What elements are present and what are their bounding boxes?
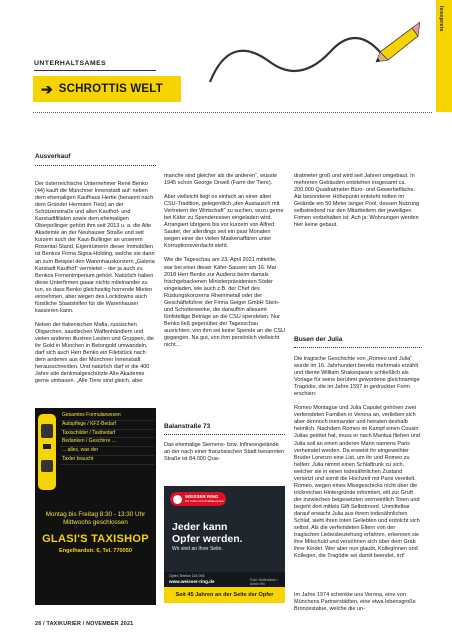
heading-rule: [164, 434, 285, 435]
logo-subtext: Wir helfen Kriminalitätsopfern.: [185, 499, 226, 503]
ad-photo-credit: Foto: Hutterstock / Anton Wo: [250, 578, 278, 586]
ad-taxishop: [35, 408, 156, 605]
article-column-3c: [294, 592, 422, 613]
paragraph: dratmeter groß und wird seit Jahren umgebaut. In mehreren Gebäuden entstehen insgesamt ca. 200.000 Quadratmeter Büro- und Gewerbefläche. Als besonderer Höhepunkt entsteht mitten im Gelände ein 50 Meter langer Pool, dessen Nutzung selbstredend nur den Mitarbeitern der jeweiligen Firmen vorbehalten ist. Ach ja: Wohnungen werden hier keine gebaut.: [294, 173, 420, 229]
pencil-illustration: [190, 12, 420, 112]
opening-hours: Montag bis Freitag 8:30 - 13:30 Uhr Mittwochs geschlossen: [45, 511, 146, 527]
page-title: SCHROTTIS WELT: [58, 83, 163, 95]
page-footer: 26 / TAXIKURIER / NOVEMBER 2021: [35, 621, 134, 627]
heading-balanstrasse: Balanstraße 73: [164, 423, 211, 430]
service-item: Taxischilder / Taxibedarf: [60, 430, 154, 439]
side-tab: [436, 0, 452, 112]
article-column-3: [294, 173, 422, 229]
article-column-2: [164, 173, 286, 349]
paragraph: Neben der italienischen Mafia, russischen Oligarchen, saudischen Waffenhändlern und vielen anderen illustren Leuten und Gruppen, die ihr Gold in München in Betongold umwandeln, darf sich auch Herr Benko ein Filetstück nach dem anderen aus der Münchner Innenstadt herausschneiden. Und natürlich darf er die 400 Jahre alte denkmalgeschützte Alte Akademie gerne umbauen. „Alle Tiere sind gleich, aber: [35, 321, 154, 385]
article-column-3b: [294, 356, 422, 560]
paragraph: Im Jahre 1974 schenkte uns Verona, eine von Münchens Partnerstädten, eine etwa lebensgroße Bronzestatue, welche die un-: [294, 592, 416, 613]
ad-headline-line: Opfer werden.: [172, 532, 243, 545]
taxi-illustration: [35, 408, 61, 496]
service-item: ... alles, was der: [60, 447, 154, 456]
shop-address: Engelhardstr. 6, Tel. 770050: [59, 548, 132, 554]
title-box: [33, 76, 181, 102]
weisser-ring-logo: [170, 492, 226, 506]
arrow-right-icon: ➔: [41, 81, 53, 97]
paragraph: Die tragische Geschichte von „Romeo und Julia“ wurde im 16. Jahrhundert bereits mehrmals erzählt und diente William Shakespeare schließlich als Vorlage für seine berühmt gewordene gleichnamige Tragödie, die im Jahre 1597 in gedruckter Form erschien:: [294, 356, 420, 398]
ad-phone: Opfer-Telefon 116 006: [169, 574, 205, 578]
paragraph: Romeo Montague und Julia Capulet gehören zwei verfeindeten Familien in Verona an, verlieben sich aber dennoch ineinander und heiraten deshalb heimlich. Nachdem Romeo im Kampf einen Cousin Julias getötet hat, muss er nach Mantua fliehen und Julia soll an einen anderen Mann namens Paris verheiratet werden. Da erweist ihr eingeweihter Bruder Lorenzo eine List, um ihr und Romeo zu helfen: Julia nimmt einen Schlaftrunk zu sich, welcher sie in einen todesähnlichen Zustand versetzt und somit die Hochzeit mit Paris vereitelt. Romeo, wegen eines Missgeschicks nicht über die trickreichen Hintergründe informiert, eilt zur Gruft der inzwischen beigesetzten vermeintlich Toten und begeht dort mittels Gift Selbstmord. Unmittelbar darauf erwacht Julia aus ihrem todesähnlichen Schlaf, sieht ihren toten Geliebten und erdolcht sich selbst. Als die verfeindeten Eltern von der tragischen Liebesbeziehung erfahren, erkennen sie ihre Mitschuld und versöhnen sich über dem Grab ihrer Kinder. Wer aber nun glaubt, KollegInnen und Kollegen, die Tragödie sei damit beendet, irrt!: [294, 405, 420, 560]
side-tab-label: lesepreis: [438, 6, 444, 32]
service-list: [60, 412, 154, 465]
section-label: UNTERHALTSAMES: [34, 60, 107, 67]
heading-ausverkauf: Ausverkauf: [35, 153, 71, 160]
section-label-rule: [34, 70, 156, 71]
logo-text: WEISSER RING: [185, 494, 219, 499]
service-item: Bedanken / Geschirre ...: [60, 438, 154, 447]
paragraph: Der österreichische Unternehmer René Benko (44) kauft die Münchner Innenstadt auf: neben dem ehemaligen Kaufhaus Hertie (benannt nach dem Gründer Hermann Tietz) an der Schützenstraße und allen Kaufhof- und Karstadtfilialen sowie dem ehemaligen Oberpollinger gehört ihm seit 2013 u. a. die Alte Akademie an der Neuhauser Straße und seit kurzem auch der Kaut-Bullinger an unserem Rosental-Stand. Eigentümerin dieser Immobilien ist Benkos Firma Signa-Holding, welche sie dann an zum Beispiel den Warenhauskonzern „Galeria Karstadt Kaufhof“ vermietet – der ja auch zu Benkos Firmenimperium gehört. Natürlich haben diese Unterfirmen gaaar nichts miteinander zu tun, so dass Benko gleichzeitig horrende Mieten einnehmen, aber wegen des Lockdowns auch fürstliche Staatshilfen für die Warenhauser kassieren kann.: [35, 181, 155, 314]
ad-headline-line: Jeder kann: [172, 521, 228, 533]
heading-rule: [294, 347, 422, 348]
heading-rule: [35, 165, 156, 166]
article-column-1: [35, 181, 156, 385]
ad-caption: Seit 45 Jahren an der Seite der Opfer: [164, 587, 285, 603]
heading-busen-der-julia: Busen der Julia: [294, 336, 343, 343]
paragraph: Das ehemalige Siemens- bzw. Infineongelände an der nach einer französischen Stadt benannten Straße ist 84.000 Qua-: [164, 442, 285, 463]
ad-weisser-ring: [164, 486, 285, 587]
paragraph: Wie die Tageschau am 23. April 2021 mitteilte, war bei einer dieser Käfer-Sausen am 16. Mai 2018 Herr Benko zur Audienz beim damals frischgebackenen Ministerpräsidenten Söder eingeladen, wie auch z.B. der Chef des Rüstungskonzerns Rheinmetall oder der Geschäftsführer der Firma Geiger GmbH Stein- und Schotterwerke, die daraufhin allesamt fünfstellige Beträge an die CSU spendeten. Nur Benko ließ gegenüber der Tagesschau ausrichten, von ihm sei keine Spende an die CSU gegangen. Na gut, von ihm persönlich vielleicht nicht…: [164, 257, 286, 349]
service-item: Taxler braucht: [60, 456, 154, 465]
header-divider: [33, 112, 432, 113]
ad-url: www.weisser-ring.de: [169, 579, 215, 584]
service-item: Autopflege / KFZ-Bedarf: [60, 421, 154, 430]
ad-headline: [172, 522, 243, 545]
ad-tagline: Wir sind an Ihrer Seite.: [172, 546, 223, 552]
article-column-2b: [164, 442, 286, 463]
paragraph: Aber vielleicht liegt es einfach an einer alten CSU-Tradition, gelegentlich „den Austausch mit Vertretern der Wirtschaft“ zu suchen, wozu gerne bei Käfer zu Spenderessen eingeladen wird. Arrangiert übrigens bis vor kurzem von Alfred Sauter, der allerdings seit ein paar Monaten wegen einer der vielen Maskenaffären unter Korruptionsverdacht steht.: [164, 194, 284, 250]
paragraph: manche sind gleicher als die anderen“, wusste 1945 schon George Orwell (Farm der Tiere).: [164, 173, 278, 187]
ring-icon: [173, 495, 182, 504]
shop-name: GLASI'S TAXISHOP: [42, 533, 149, 545]
service-item: Gesamtes Formularwesen: [60, 412, 154, 421]
